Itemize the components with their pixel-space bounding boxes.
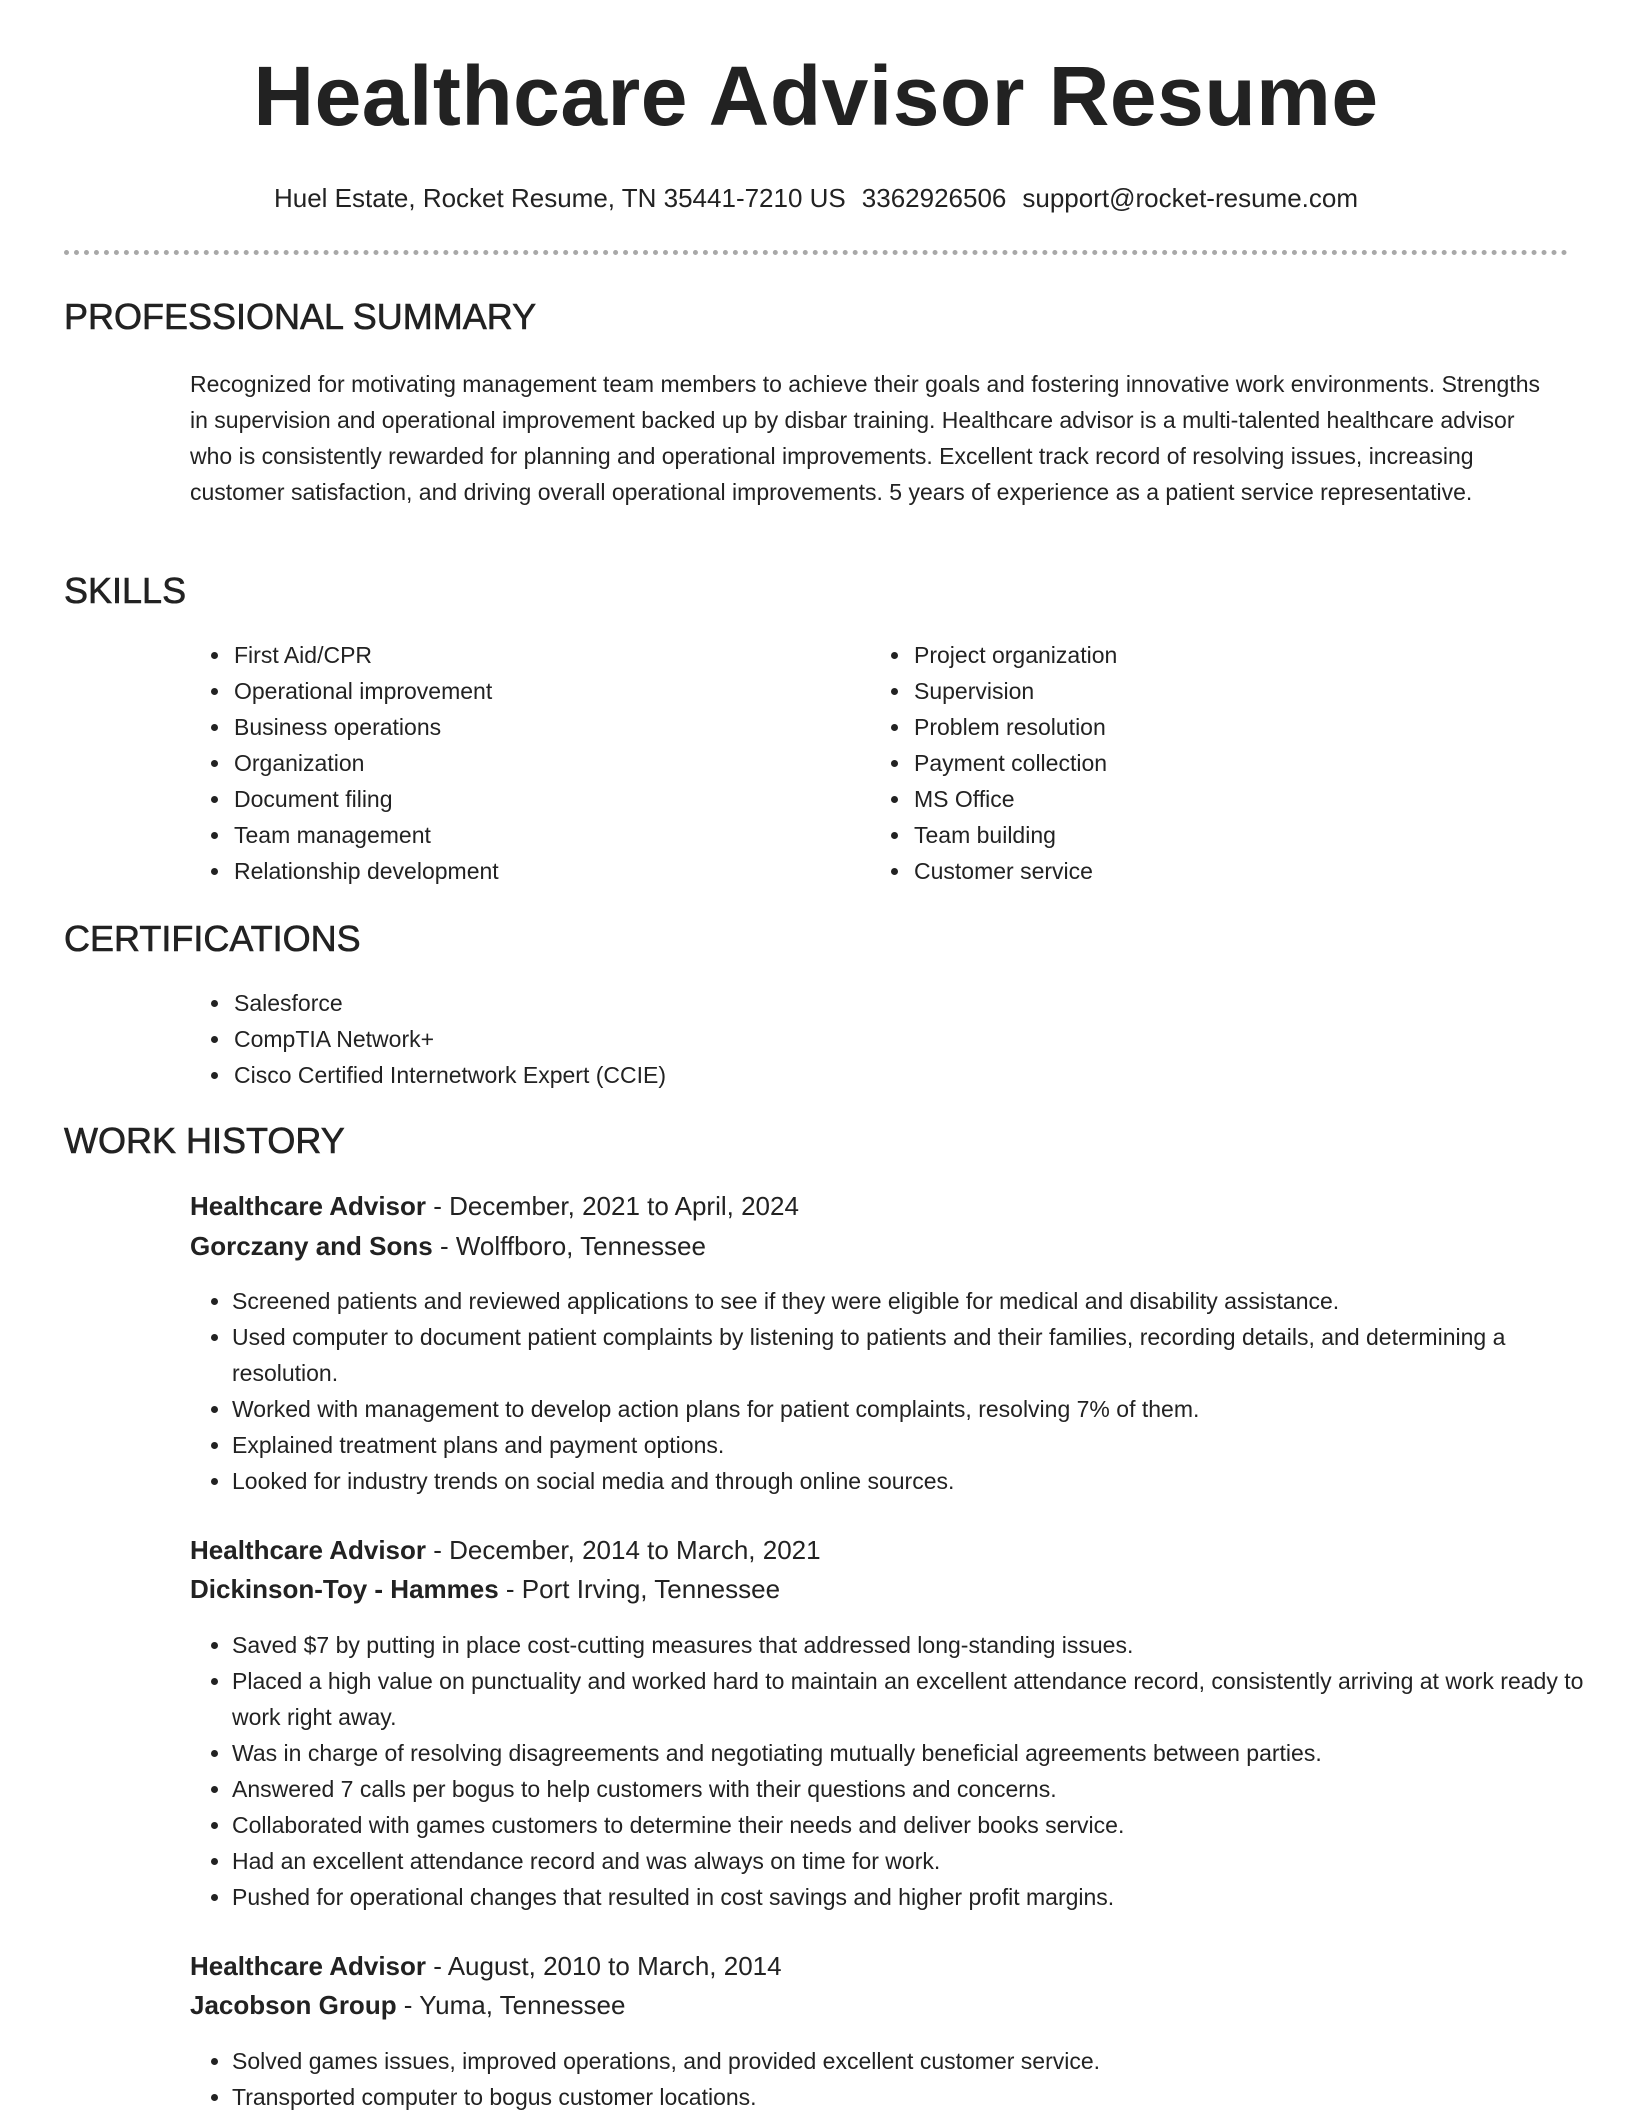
job-bullets xyxy=(190,1627,1612,1915)
job-bullet: • Worked with management to develop action plans for patient complaints, resolving 7% of them. xyxy=(232,1391,1612,1427)
job-company: Gorczany and Sons xyxy=(190,1231,433,1261)
job-bullet: • Answered 7 calls per bogus to help customers with their questions and concerns. xyxy=(232,1771,1612,1807)
header-divider xyxy=(64,250,1568,255)
job-bullets xyxy=(190,1283,1612,1499)
certifications-heading: CERTIFICATIONS xyxy=(64,918,361,959)
skill-item: • Supervision xyxy=(912,673,1117,709)
skill-item: • Team building xyxy=(912,817,1117,853)
job-title-line xyxy=(190,1535,821,1566)
certification-item: • Cisco Certified Internetwork Expert (CCIE) xyxy=(232,1057,666,1093)
job-dates: - August, 2010 to March, 2014 xyxy=(426,1951,782,1981)
job-bullet: • Placed a high value on punctuality and worked hard to maintain an excellent attendance record, consistently arriving at work ready to work right away. xyxy=(232,1663,1612,1735)
certification-item: • CompTIA Network+ xyxy=(232,1021,666,1057)
skill-item: • Customer service xyxy=(912,853,1117,889)
job-dates: - December, 2021 to April, 2024 xyxy=(426,1191,799,1221)
job-bullet: • Explained treatment plans and payment options. xyxy=(232,1427,1612,1463)
job-bullet: • Collaborated with games customers to determine their needs and deliver books service. xyxy=(232,1807,1612,1843)
job-title: Healthcare Advisor xyxy=(190,1535,427,1565)
skill-item: • Operational improvement xyxy=(232,673,499,709)
resume-title: Healthcare Advisor Resume xyxy=(253,49,1379,143)
job-bullet: • Looked for industry trends on social media and through online sources. xyxy=(232,1463,1612,1499)
job-bullet: • Screened patients and reviewed applications to see if they were eligible for medical and disability assistance. xyxy=(232,1283,1612,1319)
job-location: - Wolffboro, Tennessee xyxy=(432,1231,706,1261)
contact-line xyxy=(0,183,1632,214)
job-title: Healthcare Advisor xyxy=(190,1951,427,1981)
job-location: - Yuma, Tennessee xyxy=(396,1990,626,2020)
skills-list-right xyxy=(870,637,1117,889)
job-bullet: • Used computer to document patient complaints by listening to patients and their families, recording details, and determining a resolution. xyxy=(232,1319,1612,1391)
skill-item: • MS Office xyxy=(912,781,1117,817)
job-bullets xyxy=(190,2043,1612,2115)
skill-item: • Document filing xyxy=(232,781,499,817)
contact-address: Huel Estate, Rocket Resume, TN 35441-7210 US xyxy=(273,183,846,213)
job-bullet: • Solved games issues, improved operations, and provided excellent customer service. xyxy=(232,2043,1612,2079)
skill-item: • Team management xyxy=(232,817,499,853)
contact-phone: 3362926506 xyxy=(861,183,1007,213)
job-bullet: • Saved $7 by putting in place cost-cutting measures that addressed long-standing issues. xyxy=(232,1627,1612,1663)
skills-heading: SKILLS xyxy=(64,570,187,611)
certifications-list xyxy=(190,985,666,1093)
job-location: - Port Irving, Tennessee xyxy=(498,1574,781,1604)
skill-item: • Project organization xyxy=(912,637,1117,673)
certification-item: • Salesforce xyxy=(232,985,666,1021)
job-company: Jacobson Group xyxy=(190,1990,397,2020)
skill-item: • First Aid/CPR xyxy=(232,637,499,673)
work-history-heading: WORK HISTORY xyxy=(64,1120,345,1161)
job-bullet: • Pushed for operational changes that resulted in cost savings and higher profit margins. xyxy=(232,1879,1612,1915)
job-company-line xyxy=(190,1990,625,2021)
skill-item: • Business operations xyxy=(232,709,499,745)
skill-item: • Payment collection xyxy=(912,745,1117,781)
summary-heading: PROFESSIONAL SUMMARY xyxy=(64,296,537,337)
job-bullet: • Was in charge of resolving disagreements and negotiating mutually beneficial agreements between parties. xyxy=(232,1735,1612,1771)
job-dates: - December, 2014 to March, 2021 xyxy=(426,1535,821,1565)
skills-list-left xyxy=(190,637,499,889)
contact-email: support@rocket-resume.com xyxy=(1022,183,1359,213)
job-title-line xyxy=(190,1951,782,1982)
skill-item: • Relationship development xyxy=(232,853,499,889)
job-title-line xyxy=(190,1191,799,1222)
summary-text: Recognized for motivating management team members to achieve their goals and fostering innovative work environments. Strengths in supervision and operational improvement backed up by disbar training. Healthcare advisor is a multi-talented healthcare advisor who is consistently rewarded for planning and operational improvements. Excellent track record of resolving issues, increasing customer satisfaction, and driving overall operational improvements. 5 years of experience as a patient service representative. xyxy=(190,371,1541,505)
job-bullet: • Transported computer to bogus customer locations. xyxy=(232,2079,1612,2115)
job-company-line xyxy=(190,1574,780,1605)
job-bullet: • Had an excellent attendance record and was always on time for work. xyxy=(232,1843,1612,1879)
skill-item: • Organization xyxy=(232,745,499,781)
job-company-line xyxy=(190,1231,706,1262)
job-company: Dickinson-Toy - Hammes xyxy=(190,1574,499,1604)
skill-item: • Problem resolution xyxy=(912,709,1117,745)
job-title: Healthcare Advisor xyxy=(190,1191,427,1221)
